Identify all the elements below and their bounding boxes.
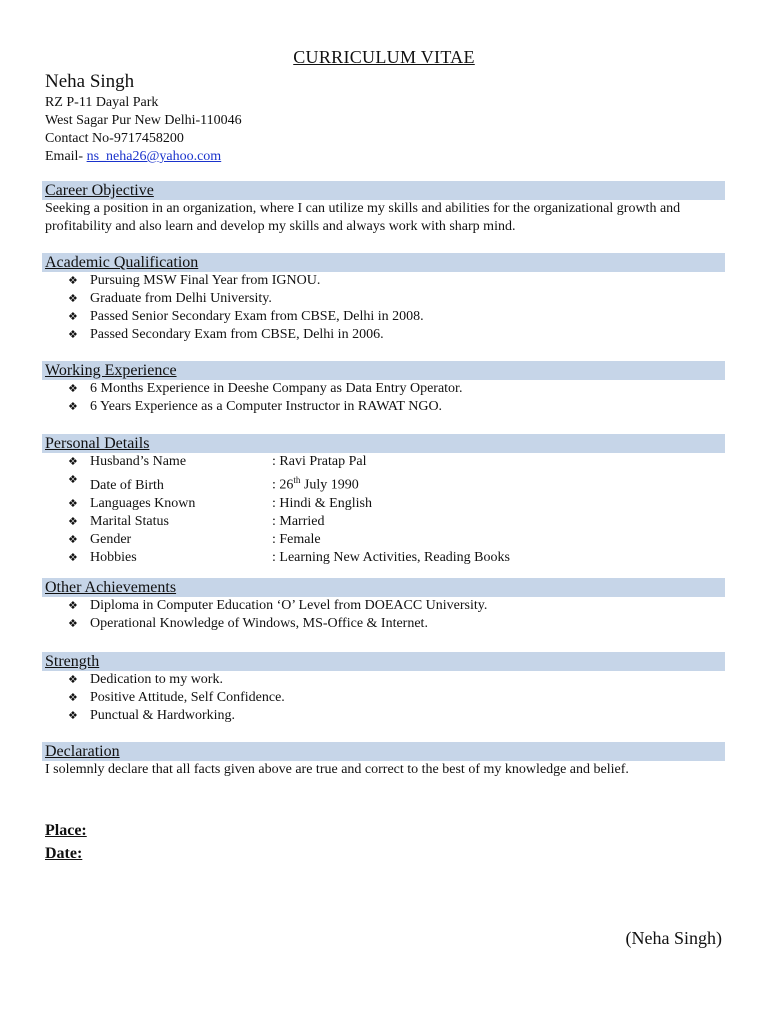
academic-heading: Academic Qualification bbox=[45, 254, 199, 271]
list-item bbox=[68, 290, 725, 308]
diamond-bullet-icon: ❖ bbox=[68, 550, 78, 564]
list-item bbox=[68, 380, 725, 398]
declaration-heading: Declaration bbox=[45, 743, 120, 760]
list-item-text: Dedication to my work. bbox=[90, 672, 223, 687]
experience-heading: Working Experience bbox=[45, 362, 177, 379]
list-item-text: Passed Secondary Exam from CBSE, Delhi in 2006. bbox=[90, 327, 384, 342]
experience-section bbox=[42, 361, 725, 416]
list-item bbox=[68, 615, 725, 633]
strength-section bbox=[42, 652, 725, 725]
diamond-bullet-icon: ❖ bbox=[68, 310, 78, 323]
list-item bbox=[68, 495, 725, 513]
list-item bbox=[68, 513, 725, 531]
achievements-list bbox=[42, 597, 725, 633]
list-item-text: Graduate from Delhi University. bbox=[90, 291, 272, 306]
email-link[interactable]: ns_neha26@yahoo.com bbox=[86, 149, 222, 164]
detail-label: Date of Birth bbox=[90, 477, 164, 493]
email-label: Email- bbox=[45, 149, 87, 164]
detail-label: Languages Known bbox=[90, 495, 196, 511]
list-item bbox=[68, 272, 725, 290]
list-item bbox=[68, 549, 725, 567]
strength-heading: Strength bbox=[45, 653, 100, 670]
list-item-text: Operational Knowledge of Windows, MS-Office & Internet. bbox=[90, 616, 428, 631]
section-heading bbox=[42, 742, 725, 761]
diamond-bullet-icon: ❖ bbox=[68, 617, 78, 630]
list-item bbox=[68, 707, 725, 725]
document-title: CURRICULUM VITAE bbox=[293, 47, 475, 67]
career-objective-section bbox=[42, 181, 725, 235]
list-item bbox=[68, 597, 725, 615]
list-item-text: Pursuing MSW Final Year from IGNOU. bbox=[90, 273, 321, 288]
personal-details-heading: Personal Details bbox=[45, 435, 150, 452]
strength-list bbox=[42, 671, 725, 725]
signature-name: (Neha Singh) bbox=[625, 928, 722, 948]
detail-value: : Ravi Pratap Pal bbox=[272, 454, 367, 469]
contact-header bbox=[45, 70, 242, 166]
list-item-text: Punctual & Hardworking. bbox=[90, 708, 236, 723]
section-heading bbox=[42, 652, 725, 671]
diamond-bullet-icon: ❖ bbox=[68, 400, 78, 413]
diamond-bullet-icon: ❖ bbox=[68, 274, 78, 287]
list-item bbox=[68, 453, 725, 471]
career-objective-text: Seeking a position in an organization, where I can utilize my skills and abilities for the organizational growth and profitability and also learn and develop my skills and always work with sharp mind. bbox=[45, 201, 681, 234]
diamond-bullet-icon: ❖ bbox=[68, 532, 78, 546]
diamond-bullet-icon: ❖ bbox=[68, 599, 78, 612]
diamond-bullet-icon: ❖ bbox=[68, 473, 78, 486]
detail-label: Husband’s Name bbox=[90, 454, 187, 469]
detail-value: : Married bbox=[272, 513, 325, 529]
diamond-bullet-icon: ❖ bbox=[68, 496, 78, 510]
diamond-bullet-icon: ❖ bbox=[68, 455, 78, 468]
section-heading bbox=[42, 181, 725, 200]
email-line bbox=[45, 148, 242, 166]
address-line-1: RZ P-11 Dayal Park bbox=[45, 95, 159, 110]
list-item-text: Diploma in Computer Education ‘O’ Level from DOEACC University. bbox=[90, 598, 488, 613]
list-item bbox=[68, 531, 725, 549]
detail-value-rest: July 1990 bbox=[300, 477, 359, 493]
diamond-bullet-icon: ❖ bbox=[68, 292, 78, 305]
address-line-2: West Sagar Pur New Delhi-110046 bbox=[45, 113, 242, 128]
declaration-section bbox=[42, 742, 725, 779]
academic-section bbox=[42, 253, 725, 344]
contact-number: Contact No-9717458200 bbox=[45, 131, 184, 146]
section-heading bbox=[42, 253, 725, 272]
detail-value: : Hindi & English bbox=[272, 495, 372, 511]
place-label: Place: bbox=[45, 822, 87, 839]
declaration-text: I solemnly declare that all facts given above are true and correct to the best of my knowledge and belief. bbox=[45, 762, 629, 777]
list-item bbox=[68, 471, 725, 495]
diamond-bullet-icon: ❖ bbox=[68, 709, 78, 722]
academic-list bbox=[42, 272, 725, 344]
personal-details-section bbox=[42, 434, 725, 567]
list-item bbox=[68, 326, 725, 344]
diamond-bullet-icon: ❖ bbox=[68, 328, 78, 341]
list-item-text: 6 Years Experience as a Computer Instructor in RAWAT NGO. bbox=[90, 399, 443, 414]
list-item bbox=[68, 398, 725, 416]
list-item-text: Passed Senior Secondary Exam from CBSE, Delhi in 2008. bbox=[90, 309, 424, 324]
detail-value: : Female bbox=[272, 531, 321, 547]
date-label: Date: bbox=[45, 845, 83, 862]
section-heading bbox=[42, 578, 725, 597]
list-item bbox=[68, 671, 725, 689]
detail-label: Hobbies bbox=[90, 549, 137, 565]
diamond-bullet-icon: ❖ bbox=[68, 691, 78, 704]
section-heading bbox=[42, 361, 725, 380]
achievements-section bbox=[42, 578, 725, 633]
section-heading bbox=[42, 434, 725, 453]
list-item bbox=[68, 689, 725, 707]
detail-label: Marital Status bbox=[90, 513, 169, 529]
diamond-bullet-icon: ❖ bbox=[68, 514, 78, 528]
diamond-bullet-icon: ❖ bbox=[68, 382, 78, 395]
detail-label: Gender bbox=[90, 531, 132, 547]
applicant-name: Neha Singh bbox=[45, 71, 135, 92]
diamond-bullet-icon: ❖ bbox=[68, 673, 78, 686]
detail-value: : 26 bbox=[272, 477, 294, 493]
career-objective-heading: Career Objective bbox=[45, 182, 154, 199]
achievements-heading: Other Achievements bbox=[45, 579, 177, 596]
personal-details-list bbox=[42, 453, 725, 567]
list-item-text: 6 Months Experience in Deeshe Company as Data Entry Operator. bbox=[90, 381, 463, 396]
detail-value: : Learning New Activities, Reading Books bbox=[272, 549, 510, 565]
list-item bbox=[68, 308, 725, 326]
experience-list bbox=[42, 380, 725, 416]
detail-value-suffix: th bbox=[293, 475, 301, 485]
list-item-text: Positive Attitude, Self Confidence. bbox=[90, 690, 285, 705]
